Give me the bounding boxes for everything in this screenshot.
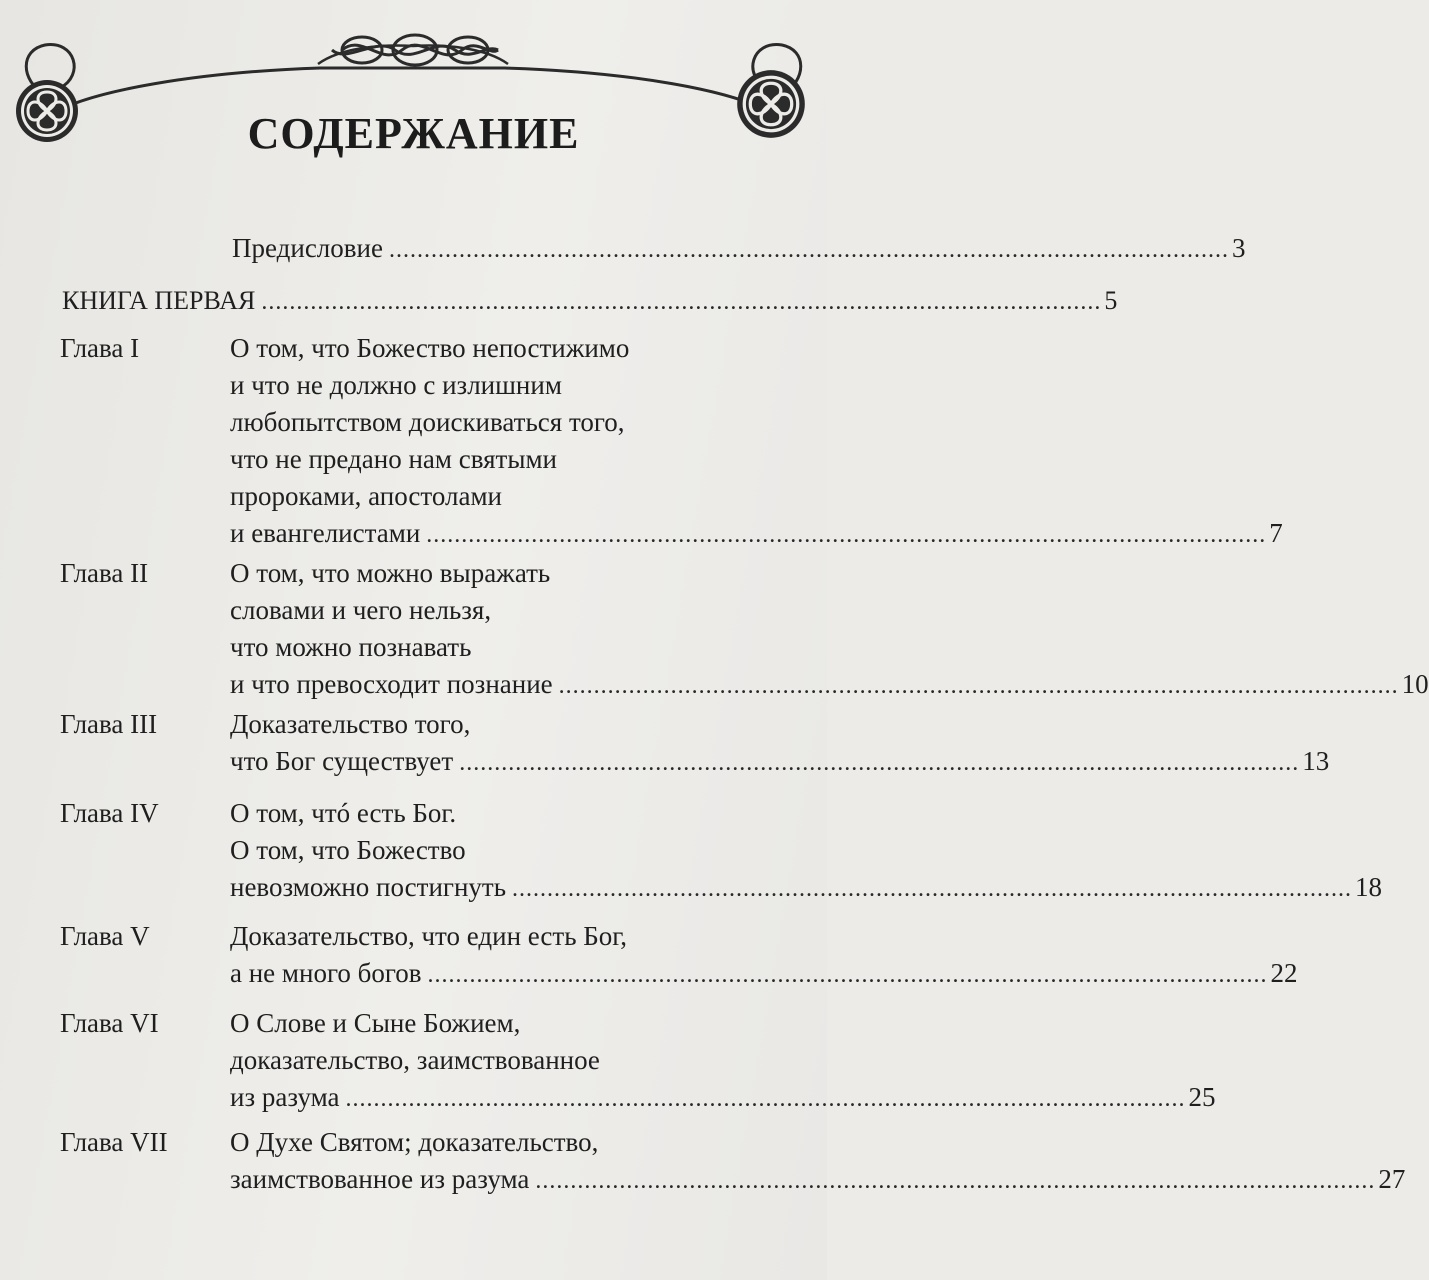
dot-leader: ........................................................................................................................ (427, 962, 1268, 988)
chapter-label: Глава V (60, 921, 150, 951)
page-number: 5 (1104, 286, 1118, 315)
chapter-title-line: и что превосходит познание (230, 669, 553, 699)
page-number: 10 (1401, 669, 1429, 699)
chapter-title-line: невозможно постигнуть (230, 872, 507, 902)
chapter-title-line: заимствованное из разума (230, 1164, 530, 1194)
dot-leader: ........................................................................................................................ (345, 1086, 1186, 1112)
chapter-title-line: Доказательство, что един есть Бог, (230, 921, 628, 951)
chapter-title-line: Доказательство того, (230, 709, 471, 739)
toc-entry-chapter-6 (230, 1005, 1216, 1118)
page-number: 7 (1269, 518, 1283, 548)
page-number: 18 (1355, 872, 1383, 902)
chapter-title-line: О Слове и Сыне Божием, (230, 1008, 521, 1038)
chapter-title-line: из разума (230, 1082, 340, 1112)
chapter-title-line: а не много богов (230, 958, 422, 988)
chapter-label: Глава IV (60, 798, 159, 828)
chapter-title-line: словами и чего нельзя, (230, 595, 492, 625)
chapter-title-line: О том, чтó есть Бог. (230, 798, 457, 828)
chapter-title-line: О том, что можно выражать (230, 558, 551, 588)
chapter-label: Глава VI (60, 1008, 159, 1038)
chapter-title-line: пророками, апостолами (230, 481, 502, 511)
dot-leader: ........................................................................................................................ (535, 1168, 1376, 1194)
page-number: 13 (1302, 746, 1330, 776)
chapter-label: Глава VII (60, 1127, 168, 1157)
chapter-title-line: и евангелистами (230, 518, 421, 548)
chapter-title-line: и что не должно с излишним (230, 370, 562, 400)
toc-entry-chapter-3 (230, 706, 1330, 782)
toc-entry-chapter-4 (230, 795, 1383, 908)
page-title: СОДЕРЖАНИЕ (247, 109, 580, 158)
toc-entry-title: Предисловие (232, 233, 383, 263)
dot-leader: ........................................................................................................................ (426, 522, 1267, 548)
chapter-title-line: О том, что Божество непостижимо (230, 333, 630, 363)
toc-entry-book-one (62, 282, 1118, 321)
dot-leader: ........................................................................................................................ (558, 673, 1399, 699)
chapter-label: Глава I (60, 333, 140, 363)
chapter-label: Глава III (60, 709, 158, 739)
chapter-title-line: что можно познавать (230, 632, 472, 662)
chapter-title-line: что не предано нам святыми (230, 444, 557, 474)
page-number: 22 (1270, 958, 1298, 988)
chapter-label: Глава II (60, 558, 149, 588)
chapter-title-line: что Бог существует (230, 746, 454, 776)
chapter-title-line: любопытством доискиваться того, (230, 407, 625, 437)
dot-leader: ........................................................................................................................ (261, 289, 1102, 315)
toc-entry-chapter-7 (230, 1124, 1406, 1200)
dot-leader: ........................................................................................................................ (459, 750, 1300, 776)
toc-entry-chapter-5 (230, 918, 1298, 994)
page-number: 25 (1188, 1082, 1216, 1112)
chapter-title-line: О том, что Божество (230, 835, 466, 865)
dot-leader: ........................................................................................................................ (512, 876, 1353, 902)
toc-entry-chapter-2 (230, 555, 1429, 705)
page-number: 27 (1378, 1164, 1406, 1194)
toc-entry-preface (232, 230, 1246, 269)
chapter-title-line: О Духе Святом; доказательство, (230, 1127, 599, 1157)
toc-entry-title: КНИГА ПЕРВАЯ (62, 286, 256, 315)
toc-entry-chapter-1 (230, 330, 1283, 554)
page-number: 3 (1231, 233, 1246, 263)
dot-leader: ........................................................................................................................ (388, 237, 1229, 263)
knot-ornament-icon (322, 28, 508, 72)
chapter-title-line: доказательство, заимствованное (230, 1045, 600, 1075)
